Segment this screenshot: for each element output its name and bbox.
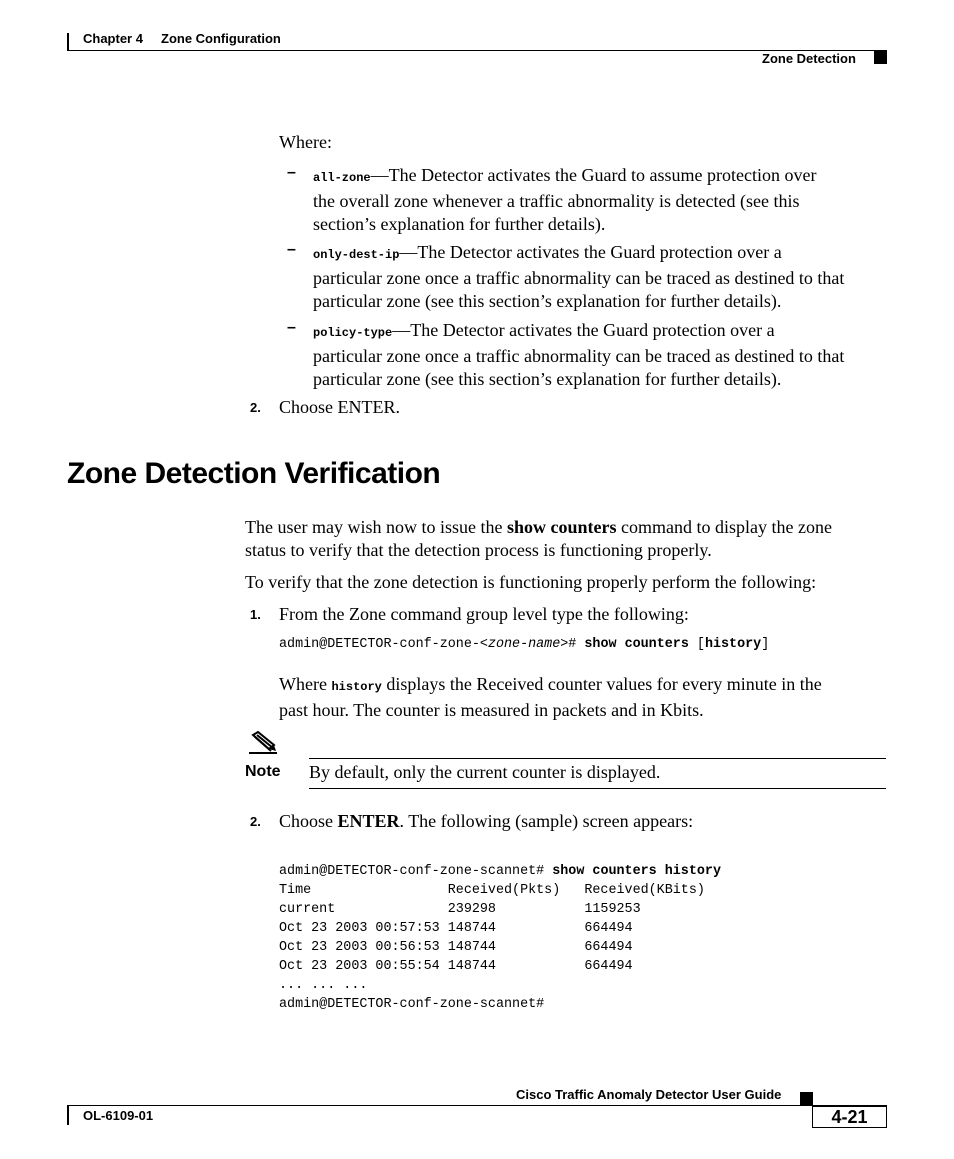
screen-prompt-line: admin@DETECTOR-conf-zone-scannet# show counters history [279,864,721,879]
paragraph-verify: To verify that the zone detection is functioning properly perform the following: [245,572,817,592]
step-text: From the Zone command group level type the following: [279,604,689,624]
screen-line: current 239298 1159253 [279,902,641,917]
option-policy-type: policy-type—The Detector activates the Guard protection over a particular zone once a traffic abnormality can be traced as destined to that particular zone (see this section’s explanation for further details). [313,320,845,389]
note-bottom-rule [309,788,886,789]
screen-line: ... ... ... [279,978,368,993]
step-number: 1. [250,607,261,622]
keyword-history: history [331,680,382,694]
screen-command: show counters history [552,864,721,879]
keyword-policy-type: policy-type [313,326,393,340]
enter-key: ENTER [337,811,400,831]
screen-line: Time Received(Pkts) Received(KBits) [279,883,705,898]
footer-left-bar [67,1106,69,1125]
keyword-all-zone: all-zone [313,171,371,185]
footer-guide-title: Cisco Traffic Anomaly Detector User Guide [516,1087,782,1102]
screen-line: Oct 23 2003 00:56:53 148744 664494 [279,940,633,955]
paragraph-intro: The user may wish now to issue the show counters command to display the zone status to verify that the detection process is functioning properly. [245,517,832,560]
note-top-rule [309,758,886,759]
page-number: 4-21 [831,1107,868,1127]
step-number: 2. [250,814,261,829]
page-number-box [812,1106,887,1128]
header-section-title: Zone Detection [762,51,856,66]
footer-right-block [800,1092,813,1105]
header-right-block [874,51,887,64]
show-counters-keyword: show counters [584,637,689,652]
header-chapter-label: Chapter 4 [83,31,143,46]
header-left-bar [67,33,69,50]
pencil-icon [247,731,281,757]
sample-screen-output [279,843,721,1033]
note-text: By default, only the current counter is displayed. [309,762,661,782]
zone-name-variable: zone-name [487,637,561,652]
screen-line: Oct 23 2003 00:55:54 148744 664494 [279,959,633,974]
show-counters-command: show counters [506,517,617,537]
history-keyword: history [704,637,762,652]
header-chapter-title: Zone Configuration [161,31,281,46]
step-number: 2. [250,400,261,415]
screen-line: Oct 23 2003 00:57:53 148744 664494 [279,921,633,936]
step-text: Choose ENTER. The following (sample) screen appears: [279,811,694,831]
step-text: Choose ENTER. [279,397,400,417]
note-label: Note [245,763,281,780]
section-heading: Zone Detection Verification [67,457,441,490]
option-only-dest-ip: only-dest-ip—The Detector activates the Guard protection over a particular zone once a traffic abnormality can be traced as destined to that particular zone (see this section’s explanation for further details). [313,242,845,311]
command-syntax: admin@DETECTOR-conf-zone-<zone-name># show counters [history] [279,637,770,652]
bullet-dash: – [287,164,296,181]
bullet-dash: – [287,319,296,336]
option-all-zone: all-zone—The Detector activates the Guard to assume protection over the overall zone whenever a traffic abnormality is detected (see this section’s explanation for further details). [313,165,817,234]
bullet-dash: – [287,241,296,258]
keyword-only-dest-ip: only-dest-ip [313,248,400,262]
where-intro: Where: [279,132,332,152]
footer-doc-number: OL-6109-01 [83,1108,154,1123]
screen-line: admin@DETECTOR-conf-zone-scannet# [279,997,545,1012]
paragraph-history: Where history displays the Received counter values for every minute in the past hour. The counter is measured in packets and in Kbits. [279,674,822,720]
footer-rule [67,1105,887,1106]
